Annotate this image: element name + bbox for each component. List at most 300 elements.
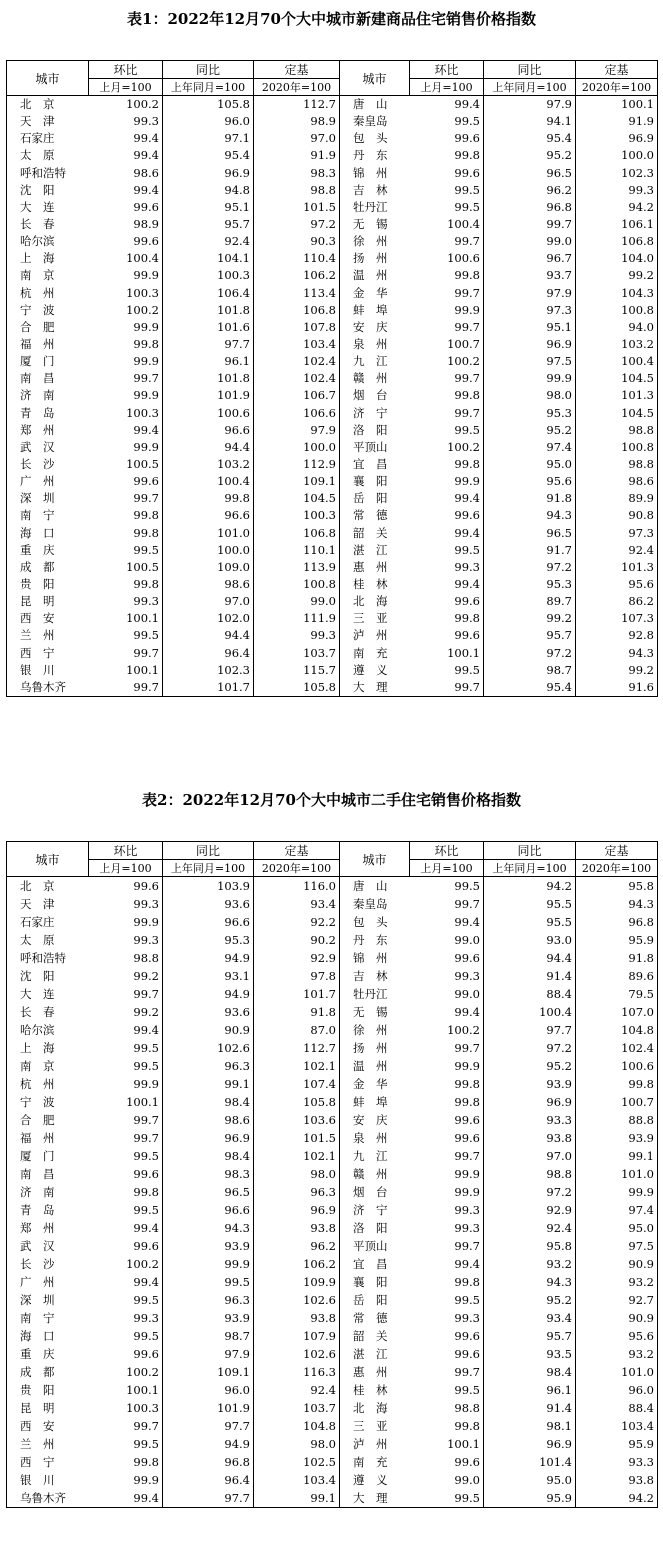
base-cell: 93.2	[576, 1345, 658, 1363]
yoy-cell: 94.3	[484, 1273, 576, 1291]
city-cell: 大 理	[340, 1489, 410, 1508]
yoy-cell: 98.4	[163, 1147, 254, 1165]
mom-cell: 100.2	[89, 302, 163, 319]
mom-cell: 99.8	[410, 1273, 484, 1291]
mom-cell: 100.2	[410, 353, 484, 370]
city-cell: 乌鲁木齐	[7, 1489, 89, 1508]
yoy-cell: 96.6	[163, 422, 254, 439]
base-cell: 106.8	[576, 233, 658, 250]
city-cell: 北 海	[340, 1399, 410, 1417]
mom-cell: 99.8	[410, 1093, 484, 1111]
mom-cell: 99.6	[89, 1165, 163, 1183]
table-row	[7, 1201, 658, 1219]
city-cell: 哈尔滨	[7, 233, 89, 250]
mom-cell: 99.6	[410, 949, 484, 967]
yoy-cell: 97.9	[484, 96, 576, 114]
table-row	[7, 1381, 658, 1399]
city-cell: 深 圳	[7, 490, 89, 507]
city-cell: 济 宁	[340, 1201, 410, 1219]
city-cell: 海 口	[7, 1327, 89, 1345]
city-cell: 重 庆	[7, 1345, 89, 1363]
table-row	[7, 1399, 658, 1417]
city-cell: 太 原	[7, 147, 89, 164]
base-cell: 89.9	[576, 490, 658, 507]
table-row	[7, 370, 658, 387]
base-cell: 93.8	[254, 1309, 340, 1327]
yoy-cell: 93.2	[484, 1255, 576, 1273]
base-cell: 102.5	[254, 1453, 340, 1471]
city-cell: 扬 州	[340, 1039, 410, 1057]
mom-cell: 99.7	[410, 679, 484, 697]
base-cell: 100.3	[254, 507, 340, 524]
table-row	[7, 405, 658, 422]
base-cell: 103.7	[254, 645, 340, 662]
base-cell: 93.2	[576, 1273, 658, 1291]
yoy-cell: 96.3	[163, 1291, 254, 1309]
base-cell: 101.0	[576, 1165, 658, 1183]
base-cell: 109.1	[254, 473, 340, 490]
base-cell: 98.8	[254, 182, 340, 199]
mom-cell: 99.0	[410, 1471, 484, 1489]
base-cell: 100.0	[576, 147, 658, 164]
base-cell: 100.7	[576, 1093, 658, 1111]
mom-cell: 100.4	[410, 216, 484, 233]
mom-cell: 100.1	[89, 610, 163, 627]
mom-cell: 99.9	[89, 319, 163, 336]
table-row	[7, 250, 658, 267]
yoy-cell: 98.7	[484, 662, 576, 679]
mom-cell: 99.4	[89, 1021, 163, 1039]
base-cell: 99.9	[576, 1183, 658, 1201]
city-cell: 宜 昌	[340, 456, 410, 473]
base-cell: 90.2	[254, 931, 340, 949]
yoy-cell: 94.4	[163, 439, 254, 456]
mom-cell: 99.4	[410, 1255, 484, 1273]
table-row	[7, 1093, 658, 1111]
city-cell: 襄 阳	[340, 473, 410, 490]
base-cell: 99.0	[254, 593, 340, 610]
table-row	[7, 233, 658, 250]
mom-cell: 99.4	[89, 1489, 163, 1508]
mom-cell: 99.6	[89, 1237, 163, 1255]
yoy-cell: 95.2	[484, 1057, 576, 1075]
mom-cell: 99.9	[410, 1057, 484, 1075]
base-cell: 102.6	[254, 1291, 340, 1309]
mom-cell: 99.8	[410, 387, 484, 404]
city-cell: 合 肥	[7, 319, 89, 336]
table-row	[7, 1111, 658, 1129]
base-cell: 97.4	[576, 1201, 658, 1219]
base-cell: 100.4	[576, 353, 658, 370]
city-cell: 大 连	[7, 985, 89, 1003]
table-row	[7, 1165, 658, 1183]
base-cell: 106.2	[254, 267, 340, 284]
yoy-cell: 93.9	[484, 1075, 576, 1093]
yoy-cell: 96.1	[484, 1381, 576, 1399]
mom-cell: 100.3	[89, 405, 163, 422]
mom-cell: 99.9	[410, 1183, 484, 1201]
table-row	[7, 1147, 658, 1165]
table-row	[7, 130, 658, 147]
city-cell: 九 江	[340, 353, 410, 370]
table-row	[7, 1417, 658, 1435]
yoy-cell: 92.4	[484, 1219, 576, 1237]
city-cell: 哈尔滨	[7, 1021, 89, 1039]
yoy-cell: 95.6	[484, 473, 576, 490]
yoy-cell: 101.0	[163, 525, 254, 542]
city-cell: 乌鲁木齐	[7, 679, 89, 697]
yoy-cell: 97.2	[484, 1183, 576, 1201]
base-cell: 100.1	[576, 96, 658, 114]
mom-cell: 99.4	[410, 96, 484, 114]
mom-cell: 99.8	[410, 1417, 484, 1435]
mom-cell: 99.6	[89, 473, 163, 490]
city-cell: 武 汉	[7, 439, 89, 456]
city-cell: 武 汉	[7, 1237, 89, 1255]
city-cell: 秦皇岛	[340, 895, 410, 913]
base-cell: 106.8	[254, 302, 340, 319]
base-cell: 91.8	[254, 1003, 340, 1021]
mom-cell: 99.3	[410, 1309, 484, 1327]
base-cell: 101.3	[576, 559, 658, 576]
base-cell: 107.3	[576, 610, 658, 627]
base-cell: 102.4	[254, 353, 340, 370]
mom-cell: 99.7	[89, 1129, 163, 1147]
base-cell: 106.6	[254, 405, 340, 422]
city-cell: 泉 州	[340, 1129, 410, 1147]
base-cell: 90.9	[576, 1255, 658, 1273]
yoy-cell: 99.0	[484, 233, 576, 250]
mom-base-header: 上月=100	[410, 860, 484, 877]
city-cell: 惠 州	[340, 559, 410, 576]
yoy-cell: 97.5	[484, 353, 576, 370]
yoy-cell: 94.4	[163, 627, 254, 644]
table-row	[7, 1057, 658, 1075]
city-cell: 泸 州	[340, 1435, 410, 1453]
table-row	[7, 559, 658, 576]
yoy-cell: 88.4	[484, 985, 576, 1003]
base-cell: 94.3	[576, 645, 658, 662]
yoy-cell: 95.2	[484, 147, 576, 164]
yoy-cell: 93.8	[484, 1129, 576, 1147]
base-cell: 97.9	[254, 422, 340, 439]
table-row	[7, 627, 658, 644]
city-cell: 长 沙	[7, 456, 89, 473]
mom-cell: 99.2	[89, 1003, 163, 1021]
table-row	[7, 456, 658, 473]
yoy-cell: 96.9	[163, 1129, 254, 1147]
base-cell: 104.5	[576, 370, 658, 387]
mom-cell: 99.6	[89, 199, 163, 216]
city-cell: 济 南	[7, 1183, 89, 1201]
mom-cell: 99.8	[410, 610, 484, 627]
mom-cell: 99.7	[89, 370, 163, 387]
mom-cell: 98.6	[89, 165, 163, 182]
city-cell: 桂 林	[340, 576, 410, 593]
base-cell: 100.8	[254, 576, 340, 593]
base-cell: 106.8	[254, 525, 340, 542]
city-cell: 平顶山	[340, 439, 410, 456]
city-cell: 南 京	[7, 267, 89, 284]
base-cell: 103.4	[254, 1471, 340, 1489]
yoy-cell: 91.4	[484, 1399, 576, 1417]
city-cell: 青 岛	[7, 405, 89, 422]
city-cell: 湛 江	[340, 542, 410, 559]
city-cell: 沈 阳	[7, 182, 89, 199]
yoy-cell: 96.7	[484, 250, 576, 267]
city-cell: 大 连	[7, 199, 89, 216]
city-cell: 蚌 埠	[340, 302, 410, 319]
yoy-cell: 97.9	[163, 1345, 254, 1363]
table-row	[7, 1273, 658, 1291]
table-row	[7, 593, 658, 610]
base-cell: 93.8	[576, 1471, 658, 1489]
yoy-header: 同比	[163, 842, 254, 860]
city-cell: 西 安	[7, 1417, 89, 1435]
yoy-cell: 91.4	[484, 967, 576, 985]
city-cell: 南 京	[7, 1057, 89, 1075]
mom-cell: 99.5	[410, 1291, 484, 1309]
base-cell: 98.0	[254, 1435, 340, 1453]
city-cell: 宜 昌	[340, 1255, 410, 1273]
mom-cell: 98.8	[89, 949, 163, 967]
base-cell: 101.5	[254, 1129, 340, 1147]
base-cell: 99.2	[576, 662, 658, 679]
yoy-cell: 97.0	[484, 1147, 576, 1165]
mom-cell: 100.5	[89, 559, 163, 576]
city-cell: 金 华	[340, 1075, 410, 1093]
mom-cell: 99.8	[410, 267, 484, 284]
yoy-cell: 95.3	[484, 405, 576, 422]
table-row	[7, 949, 658, 967]
mom-cell: 99.4	[89, 147, 163, 164]
yoy-cell: 96.6	[163, 507, 254, 524]
mom-cell: 99.5	[410, 542, 484, 559]
mom-cell: 99.5	[89, 1435, 163, 1453]
base-cell: 112.7	[254, 96, 340, 114]
yoy-cell: 95.3	[163, 931, 254, 949]
base-cell: 106.7	[254, 387, 340, 404]
city-cell: 成 都	[7, 559, 89, 576]
city-cell: 烟 台	[340, 387, 410, 404]
yoy-cell: 98.8	[484, 1165, 576, 1183]
yoy-cell: 99.8	[163, 490, 254, 507]
yoy-cell: 93.1	[163, 967, 254, 985]
mom-cell: 100.6	[410, 250, 484, 267]
mom-cell: 98.8	[410, 1399, 484, 1417]
base-cell: 102.3	[576, 165, 658, 182]
base-cell: 99.8	[576, 1075, 658, 1093]
yoy-cell: 101.8	[163, 370, 254, 387]
yoy-cell: 96.4	[163, 645, 254, 662]
base-cell: 88.4	[576, 1399, 658, 1417]
mom-cell: 99.6	[410, 1327, 484, 1345]
city-cell: 广 州	[7, 1273, 89, 1291]
yoy-cell: 95.2	[484, 1291, 576, 1309]
mom-cell: 99.3	[410, 1219, 484, 1237]
city-cell: 吉 林	[340, 182, 410, 199]
mom-cell: 99.7	[410, 1147, 484, 1165]
base-cell: 94.2	[576, 1489, 658, 1508]
base-cell: 94.3	[576, 895, 658, 913]
table-row	[7, 1183, 658, 1201]
city-cell: 南 宁	[7, 1309, 89, 1327]
yoy-cell: 109.1	[163, 1363, 254, 1381]
yoy-cell: 94.8	[163, 182, 254, 199]
city-cell: 厦 门	[7, 353, 89, 370]
yoy-cell: 97.7	[163, 1417, 254, 1435]
mom-cell: 99.3	[89, 113, 163, 130]
yoy-cell: 97.7	[484, 1021, 576, 1039]
base-cell: 89.6	[576, 967, 658, 985]
yoy-cell: 91.7	[484, 542, 576, 559]
yoy-cell: 92.9	[484, 1201, 576, 1219]
city-cell: 昆 明	[7, 593, 89, 610]
city-cell: 牡丹江	[340, 199, 410, 216]
yoy-base-header: 上年同月=100	[163, 79, 254, 96]
yoy-cell: 91.8	[484, 490, 576, 507]
city-cell: 安 庆	[340, 319, 410, 336]
base-header: 定基	[254, 61, 340, 79]
mom-cell: 99.6	[410, 593, 484, 610]
yoy-cell: 106.4	[163, 285, 254, 302]
city-cell: 南 充	[340, 645, 410, 662]
yoy-cell: 95.1	[484, 319, 576, 336]
mom-cell: 99.6	[410, 1453, 484, 1471]
mom-cell: 99.6	[410, 1111, 484, 1129]
mom-cell: 99.8	[89, 1183, 163, 1201]
yoy-header: 同比	[484, 842, 576, 860]
yoy-cell: 95.8	[484, 1237, 576, 1255]
city-cell: 深 圳	[7, 1291, 89, 1309]
city-cell: 北 京	[7, 96, 89, 114]
base-cell: 91.6	[576, 679, 658, 697]
mom-cell: 99.4	[89, 1273, 163, 1291]
yoy-cell: 99.1	[163, 1075, 254, 1093]
base-cell: 100.0	[254, 439, 340, 456]
table-row	[7, 147, 658, 164]
mom-cell: 99.5	[89, 542, 163, 559]
mom-cell: 99.6	[410, 627, 484, 644]
table-row	[7, 473, 658, 490]
table-row	[7, 1129, 658, 1147]
yoy-cell: 93.4	[484, 1309, 576, 1327]
yoy-cell: 96.0	[163, 1381, 254, 1399]
city-cell: 成 都	[7, 1363, 89, 1381]
city-cell: 兰 州	[7, 1435, 89, 1453]
base-cell: 90.8	[576, 507, 658, 524]
table-row	[7, 439, 658, 456]
table-row	[7, 165, 658, 182]
city-cell: 韶 关	[340, 525, 410, 542]
base-base-header: 2020年=100	[576, 860, 658, 877]
base-header: 定基	[576, 61, 658, 79]
yoy-cell: 100.3	[163, 267, 254, 284]
city-cell: 温 州	[340, 267, 410, 284]
yoy-cell: 95.0	[484, 456, 576, 473]
yoy-cell: 95.1	[163, 199, 254, 216]
yoy-cell: 96.1	[163, 353, 254, 370]
city-cell: 上 海	[7, 1039, 89, 1057]
mom-cell: 100.2	[410, 439, 484, 456]
city-cell: 襄 阳	[340, 1273, 410, 1291]
yoy-cell: 99.7	[484, 216, 576, 233]
city-cell: 丹 东	[340, 931, 410, 949]
table-row	[7, 1489, 658, 1508]
city-cell: 贵 阳	[7, 576, 89, 593]
base-cell: 103.7	[254, 1399, 340, 1417]
table-row	[7, 199, 658, 216]
city-cell: 重 庆	[7, 542, 89, 559]
table2-title: 表2：2022年12月70个大中城市二手住宅销售价格指数	[142, 791, 521, 809]
yoy-cell: 98.1	[484, 1417, 576, 1435]
yoy-cell: 99.9	[163, 1255, 254, 1273]
mom-cell: 100.7	[410, 336, 484, 353]
mom-cell: 99.6	[410, 507, 484, 524]
mom-cell: 99.7	[410, 1237, 484, 1255]
base-cell: 107.8	[254, 319, 340, 336]
base-cell: 87.0	[254, 1021, 340, 1039]
mom-base-header: 上月=100	[89, 860, 163, 877]
city-cell: 济 宁	[340, 405, 410, 422]
city-cell: 三 亚	[340, 1417, 410, 1435]
table-row	[7, 319, 658, 336]
city-cell: 赣 州	[340, 1165, 410, 1183]
city-cell: 呼和浩特	[7, 165, 89, 182]
yoy-cell: 95.4	[484, 130, 576, 147]
mom-cell: 99.8	[410, 147, 484, 164]
yoy-cell: 93.9	[163, 1237, 254, 1255]
mom-cell: 99.7	[89, 985, 163, 1003]
second-hand-housing-price-table	[6, 841, 658, 1508]
mom-cell: 100.1	[410, 1435, 484, 1453]
yoy-cell: 94.9	[163, 1435, 254, 1453]
city-cell: 蚌 埠	[340, 1093, 410, 1111]
table-row	[7, 353, 658, 370]
table-row	[7, 1039, 658, 1057]
mom-cell: 100.3	[89, 1399, 163, 1417]
mom-base-header: 上月=100	[89, 79, 163, 96]
yoy-cell: 96.8	[163, 1453, 254, 1471]
mom-base-header: 上月=100	[410, 79, 484, 96]
new-housing-price-table	[6, 60, 658, 697]
yoy-cell: 93.6	[163, 1003, 254, 1021]
yoy-cell: 93.9	[163, 1309, 254, 1327]
table-row	[7, 1345, 658, 1363]
base-cell: 99.1	[254, 1489, 340, 1508]
table-row	[7, 931, 658, 949]
yoy-cell: 95.0	[484, 1471, 576, 1489]
base-cell: 116.3	[254, 1363, 340, 1381]
yoy-cell: 102.6	[163, 1039, 254, 1057]
city-cell: 唐 山	[340, 96, 410, 114]
yoy-cell: 96.5	[484, 165, 576, 182]
yoy-cell: 102.0	[163, 610, 254, 627]
base-cell: 79.5	[576, 985, 658, 1003]
yoy-cell: 94.9	[163, 985, 254, 1003]
mom-cell: 100.1	[410, 645, 484, 662]
mom-cell: 99.2	[89, 967, 163, 985]
base-cell: 98.9	[254, 113, 340, 130]
yoy-cell: 90.9	[163, 1021, 254, 1039]
base-cell: 104.5	[254, 490, 340, 507]
mom-cell: 100.2	[89, 96, 163, 114]
city-cell: 吉 林	[340, 967, 410, 985]
table-row	[7, 645, 658, 662]
yoy-cell: 98.4	[163, 1093, 254, 1111]
city-cell: 北 海	[340, 593, 410, 610]
city-cell: 大 理	[340, 679, 410, 697]
